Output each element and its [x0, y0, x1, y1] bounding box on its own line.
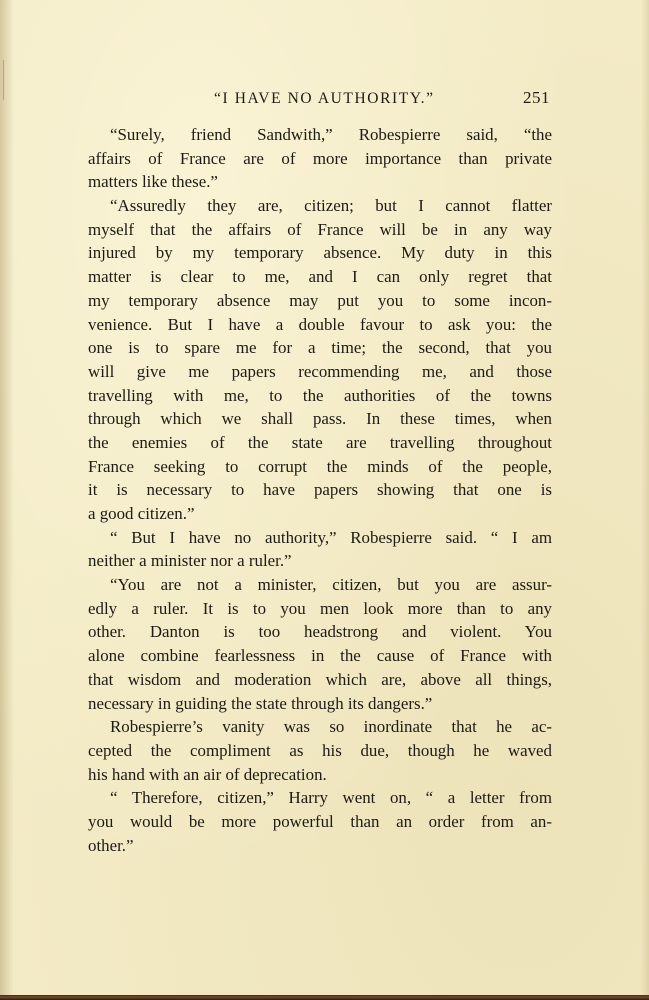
- text-line: alone combine fearlessness in the cause of France with: [88, 646, 552, 666]
- text-line: neither a minister nor a ruler.”: [88, 551, 292, 571]
- text-line: venience. But I have a double favour to ask you: the: [88, 314, 552, 334]
- binding-mark: [3, 60, 4, 100]
- text-line: other. Danton is too headstrong and violent. You: [88, 622, 552, 642]
- text-line: his hand with an air of deprecation.: [88, 764, 327, 784]
- text-line: “Surely, friend Sandwith,” Robespierre said, “the: [110, 125, 552, 144]
- page-header: [88, 88, 552, 112]
- text-line: my temporary absence may put you to some incon-: [88, 290, 552, 310]
- text-line: through which we shall pass. In these times, when: [88, 409, 552, 429]
- text-line: matter is clear to me, and I can only regret that: [88, 267, 552, 287]
- page-gutter-shadow: [0, 0, 14, 1000]
- text-line: necessary in guiding the state through its dangers.”: [88, 693, 433, 713]
- text-line: travelling with me, to the authorities of the towns: [88, 385, 552, 405]
- running-title: “I HAVE NO AUTHORITY.”: [214, 90, 435, 107]
- page-number: 251: [523, 88, 550, 107]
- text-line: matters like these.”: [88, 172, 218, 192]
- text-line: the enemies of the state are travelling throughout: [88, 432, 552, 452]
- text-line: “Assuredly they are, citizen; but I cannot flatter: [110, 196, 552, 216]
- text-line: a good citizen.”: [88, 504, 195, 523]
- text-line: edly a ruler. It is to you men look more than to any: [88, 598, 552, 618]
- page-edge-shadow: [641, 0, 649, 1000]
- text-line: one is to spare me for a time; the second, that you: [88, 338, 552, 358]
- text-line: “ But I have no authority,” Robespierre said. “ I am: [110, 527, 552, 547]
- text-line: Robespierre’s vanity was so inordinate that he ac-: [110, 717, 552, 737]
- text-line: “ Therefore, citizen,” Harry went on, “ a letter from: [110, 788, 552, 808]
- text-line: “You are not a minister, citizen, but you are assur-: [110, 575, 552, 595]
- text-line: myself that the affairs of France will be in any way: [88, 219, 552, 239]
- body-text: [88, 123, 552, 857]
- text-line: cepted the compliment as his due, though he waved: [88, 740, 552, 760]
- text-line: affairs of France are of more importance than private: [88, 148, 552, 168]
- text-line: you would be more powerful than an order from an-: [88, 811, 552, 831]
- text-line: will give me papers recommending me, and those: [88, 361, 552, 381]
- text-line: injured by my temporary absence. My duty in this: [88, 243, 552, 263]
- text-line: France seeking to corrupt the minds of the people,: [88, 456, 552, 476]
- text-line: it is necessary to have papers showing that one is: [88, 480, 552, 500]
- text-line: other.”: [88, 835, 134, 855]
- text-line: that wisdom and moderation which are, above all things,: [88, 669, 552, 689]
- page-bottom-edge: [0, 995, 649, 1000]
